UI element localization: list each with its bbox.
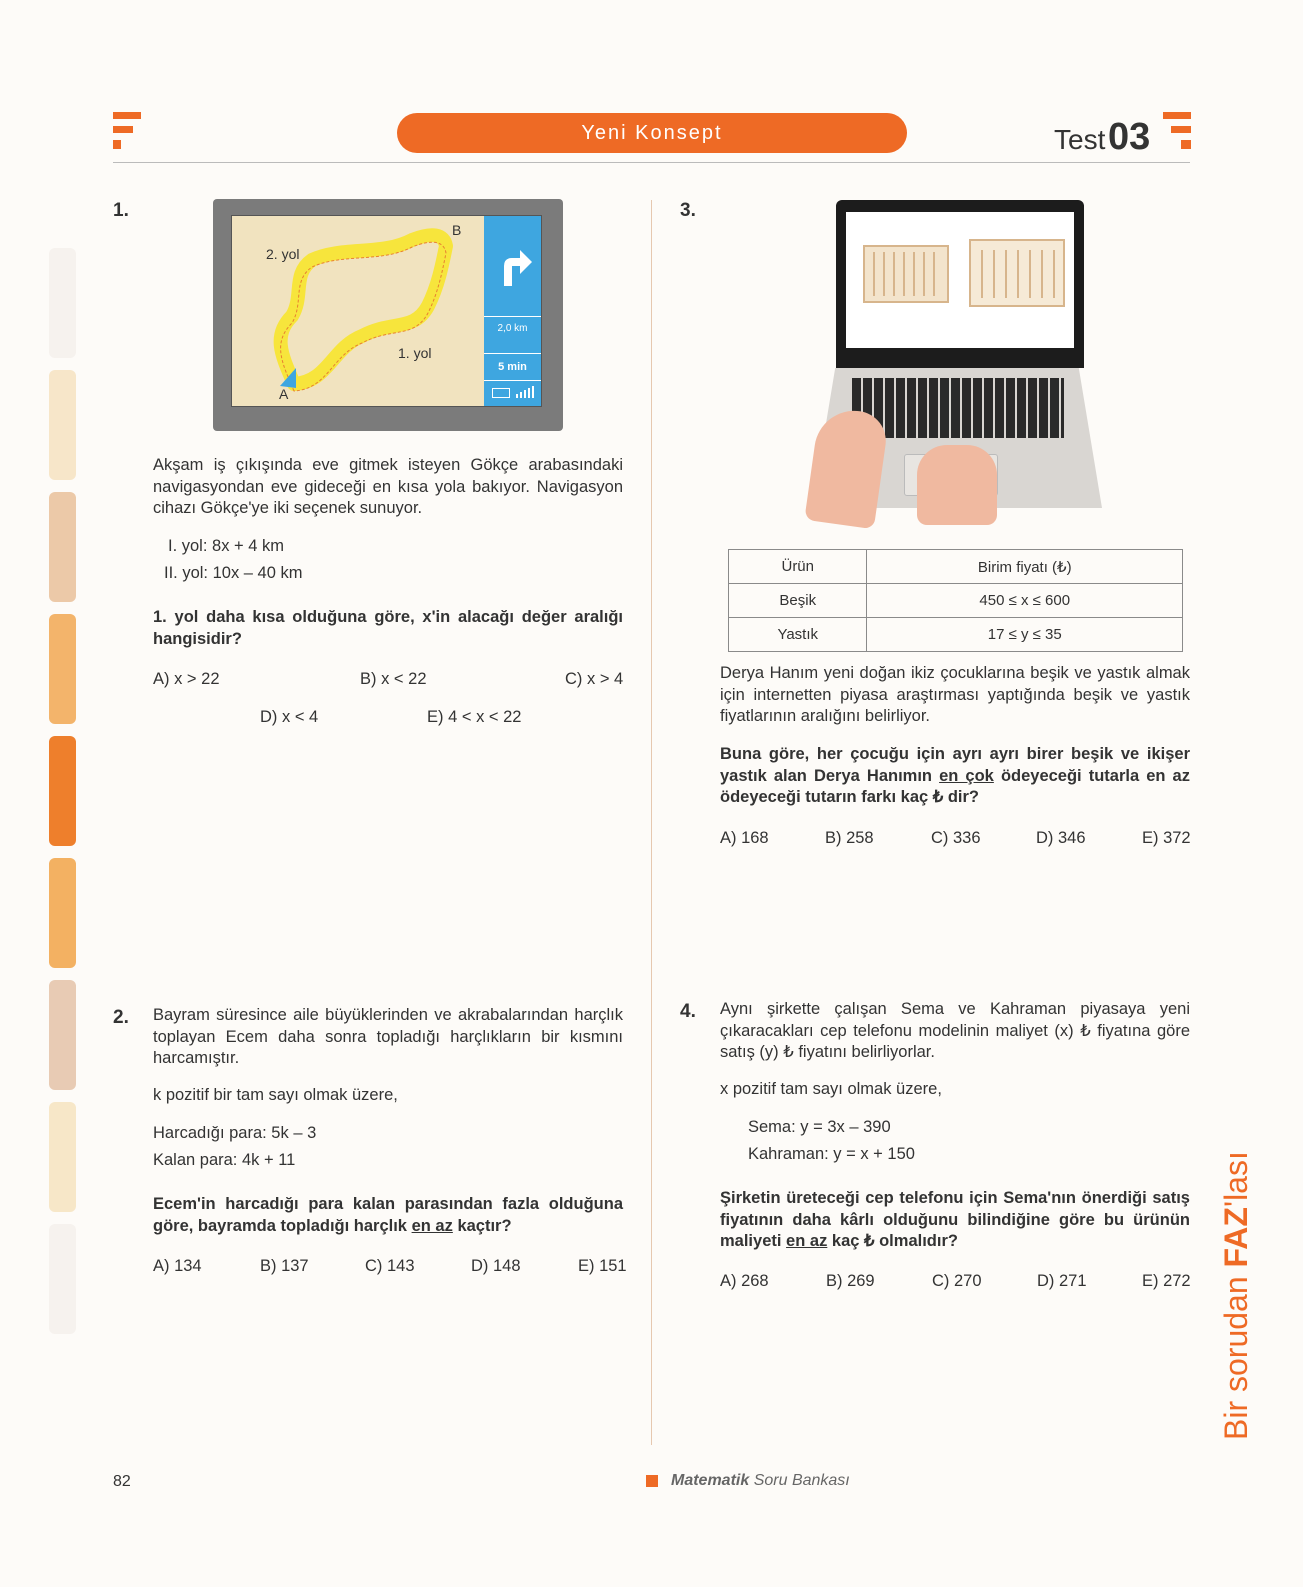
q4-option-c[interactable]: C) 270 (932, 1272, 982, 1290)
q4-option-e[interactable]: E) 272 (1142, 1272, 1191, 1290)
table-row (729, 584, 1183, 618)
q4-condition: x pozitif tam sayı olmak üzere, (720, 1080, 942, 1098)
q4-question: Şirketin üreteceği cep telefonu için Sema'nın önerdiği satış fiyatının daha kârlı olduğunu bilindiğine göre bu ürünün maliyeti en az kaç ₺ olmalıdır? (720, 1189, 1190, 1250)
table-header-price: Birim fiyatı (₺) (867, 550, 1183, 584)
test-label: Test (1054, 124, 1106, 155)
q2-remaining: Kalan para: 4k + 11 (153, 1151, 296, 1169)
road-2-label: 2. yol (266, 246, 300, 262)
nav-panel (484, 215, 542, 407)
q4-emphasis: en az (786, 1232, 828, 1250)
q3-option-b[interactable]: B) 258 (825, 829, 874, 847)
column-divider (651, 200, 652, 1445)
test-number: 03 (1108, 116, 1151, 158)
q3-question: Buna göre, her çocuğu için ayrı ayrı birer beşik ve ikişer yastık alan Derya Hanımın en çok ödeyeceği tutarla en az ödeyeceği tutarın farkı kaç ₺ dir? (720, 745, 1190, 806)
table-cell: Yastık (729, 618, 867, 652)
q2-option-c[interactable]: C) 143 (365, 1257, 415, 1275)
navigation-device (213, 199, 563, 431)
point-b-label: B (452, 222, 462, 238)
q4-option-d[interactable]: D) 271 (1037, 1272, 1087, 1290)
table-cell: Beşik (729, 584, 867, 618)
distance-readout: 2,0 km (497, 323, 528, 334)
table-cell: 450 ≤ x ≤ 600 (867, 584, 1183, 618)
header-rule (113, 162, 1190, 163)
q3-option-a[interactable]: A) 168 (720, 829, 769, 847)
q2-emphasis: en az (411, 1216, 453, 1235)
q3-intro: Derya Hanım yeni doğan ikiz çocuklarına beşik ve yastık almak için internetten piyasa araştırması yaptığında beşik ve yastık fiyatlarının aralığını belirliyor. (720, 664, 1190, 725)
q2-option-e[interactable]: E) 151 (578, 1257, 627, 1275)
page-number: 82 (113, 1473, 131, 1490)
q2-condition: k pozitif bir tam sayı olmak üzere, (153, 1086, 398, 1104)
q3-option-d[interactable]: D) 346 (1036, 829, 1086, 847)
q1-option-b[interactable]: B) x < 22 (360, 670, 427, 688)
q2-number: 2. (113, 1007, 129, 1028)
point-a-label: A (279, 386, 289, 402)
table-row (729, 618, 1183, 652)
q4-kahraman: Kahraman: y = x + 150 (748, 1145, 915, 1163)
q3-number: 3. (680, 200, 696, 221)
right-hand (917, 445, 997, 525)
q1-question: 1. yol daha kısa olduğuna göre, x'in alacağı değer aralığı hangisidir? (153, 608, 623, 648)
q4-sema: Sema: y = 3x – 390 (748, 1118, 891, 1136)
q2-option-b[interactable]: B) 137 (260, 1257, 309, 1275)
map-screen (231, 215, 486, 407)
footer-square-icon (646, 1475, 658, 1487)
turn-right-arrow-icon (494, 246, 534, 290)
q3-option-e[interactable]: E) 372 (1142, 829, 1191, 847)
side-slogan: Bir sorudan FAZ'lası (1218, 1151, 1254, 1440)
book-title: Matematik Soru Bankası (671, 1472, 850, 1489)
q1-option-a[interactable]: A) x > 22 (153, 670, 220, 688)
table-cell: 17 ≤ y ≤ 35 (867, 618, 1183, 652)
left-hand (804, 406, 889, 530)
q1-number: 1. (113, 200, 129, 221)
signal-icon (514, 386, 536, 398)
q2-intro: Bayram süresince aile büyüklerinden ve akrabalarından harçlık toplayan Ecem daha sonra topladığı harçlıkların bir kısmını harcamıştır. (153, 1006, 623, 1067)
q1-option-d[interactable]: D) x < 4 (260, 708, 319, 726)
price-table (728, 549, 1183, 652)
section-pill: Yeni Konsept (397, 113, 907, 153)
laptop-illustration (812, 200, 1092, 525)
road-1-label: 1. yol (398, 345, 432, 361)
q4-option-a[interactable]: A) 268 (720, 1272, 769, 1290)
battery-icon (492, 388, 510, 398)
q2-question: Ecem'in harcadığı para kalan parasından fazla olduğuna göre, bayramda topladığı harçlık en az kaçtır? (153, 1195, 623, 1235)
q1-option-c[interactable]: C) x > 4 (565, 670, 624, 688)
q2-option-d[interactable]: D) 148 (471, 1257, 521, 1275)
q4-option-b[interactable]: B) 269 (826, 1272, 875, 1290)
q3-option-c[interactable]: C) 336 (931, 829, 981, 847)
q1-road-ii: II. yol: 10x – 40 km (164, 564, 303, 582)
q2-option-a[interactable]: A) 134 (153, 1257, 202, 1275)
table-header-product: Ürün (729, 550, 867, 584)
q1-option-e[interactable]: E) 4 < x < 22 (427, 708, 522, 726)
q3-emphasis: en çok (939, 766, 994, 785)
q1-intro: Akşam iş çıkışında eve gitmek isteyen Gökçe arabasındaki navigasyondan eve gideceği en kısa yola bakıyor. Navigasyon cihazı Gökçe'ye iki seçenek sunuyor. (153, 456, 623, 517)
q4-number: 4. (680, 1001, 696, 1022)
q2-spent: Harcadığı para: 5k – 3 (153, 1124, 317, 1142)
time-readout: 5 min (498, 361, 527, 373)
route-map (232, 216, 485, 406)
crib-image-icon (846, 212, 1074, 348)
q4-intro: Aynı şirkette çalışan Sema ve Kahraman piyasaya yeni çıkaracakları cep telefonu modelinin maliyet (x) ₺ fiyatına göre satış (y) ₺ fiyatını belirliyorlar. (720, 1000, 1190, 1061)
q1-road-i: I. yol: 8x + 4 km (168, 537, 284, 555)
